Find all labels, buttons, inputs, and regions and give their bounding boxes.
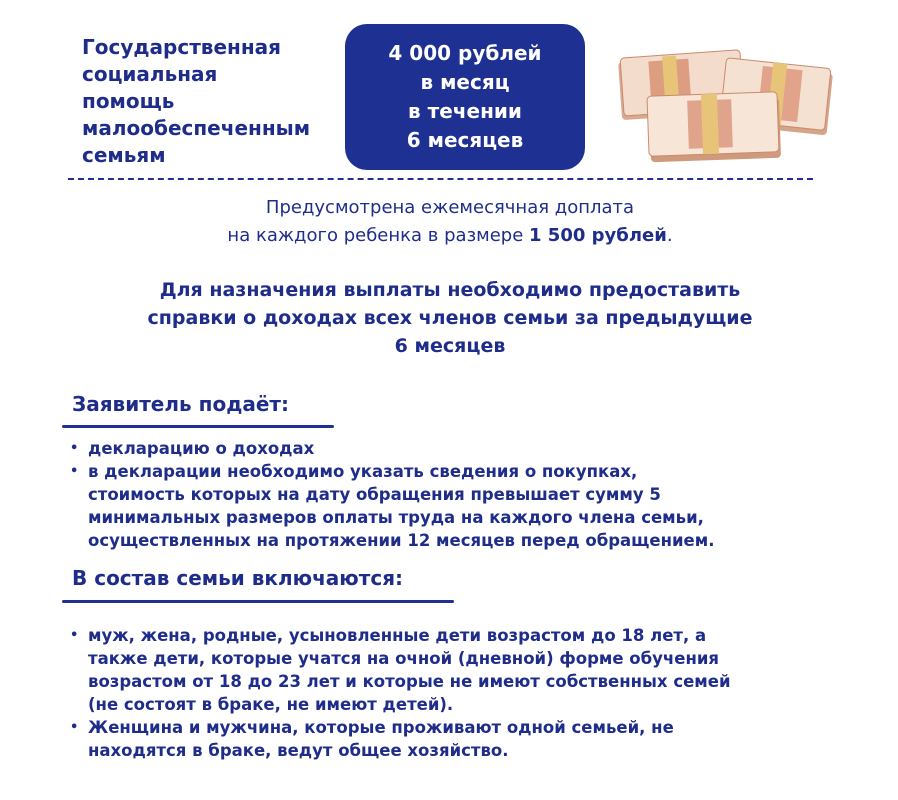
family-section-heading [72, 564, 403, 592]
banknote-stack-front [647, 92, 781, 163]
list-item: • муж, жена, родные, усыновленные дети возрастом до 18 лет, а также дети, которые учатся на очной (дневной) форме обучения возрастом от 18 до 23 лет и которые не имеют собственных семей (не состоят в браке, не имеют детей). [70, 626, 731, 714]
title-line: Государственная [82, 35, 281, 59]
requirement-line: 6 месяцев [394, 335, 506, 357]
page-title [82, 34, 352, 169]
bullet: • [70, 464, 79, 479]
applicant-list [66, 437, 866, 552]
supplement-amount: 1 500 рублей [529, 225, 667, 246]
section-heading: Заявитель подаёт: [72, 392, 289, 416]
banknotes-illustration [610, 30, 835, 170]
badge-line: 6 месяцев [406, 128, 524, 152]
list-item: • декларацию о доходах [70, 439, 315, 458]
title-line: семьям [82, 143, 166, 167]
bullet: • [70, 628, 79, 643]
bullet: • [70, 720, 79, 735]
heading-underline [62, 600, 454, 603]
applicant-section-heading [72, 390, 289, 418]
title-line: социальная [82, 62, 218, 86]
badge-line: в течении [408, 99, 522, 123]
list-item: • Женщина и мужчина, которые проживают одной семьей, не находятся в браке, ведут общее хозяйство. [70, 718, 674, 760]
title-line: малообеспеченным [82, 116, 311, 140]
note-line: Предусмотрена ежемесячная доплата [265, 197, 635, 218]
section-heading: В состав семьи включаются: [72, 566, 404, 590]
income-requirement [60, 276, 840, 360]
list-item: • в декларации необходимо указать сведения о покупках, стоимость которых на дату обращения превышает сумму 5 минимальных размеров оплаты труда на каждого члена семьи, осуществленных на протяжении 12 месяцев перед обращением. [70, 462, 715, 550]
badge-line: в месяц [420, 70, 510, 94]
title-line: помощь [82, 89, 175, 113]
requirement-line: Для назначения выплаты необходимо предоставить [159, 279, 741, 301]
bullet: • [70, 441, 79, 456]
payment-amount-badge [345, 24, 585, 170]
child-supplement-note [80, 194, 820, 250]
badge-line: 4 000 рублей [388, 41, 542, 65]
section-divider [68, 178, 813, 180]
heading-underline [62, 425, 334, 428]
family-list [66, 624, 866, 762]
note-line: на каждого ребенка в размере 1 500 рублей. [227, 225, 673, 246]
requirement-line: справки о доходах всех членов семьи за предыдущие [147, 307, 753, 329]
